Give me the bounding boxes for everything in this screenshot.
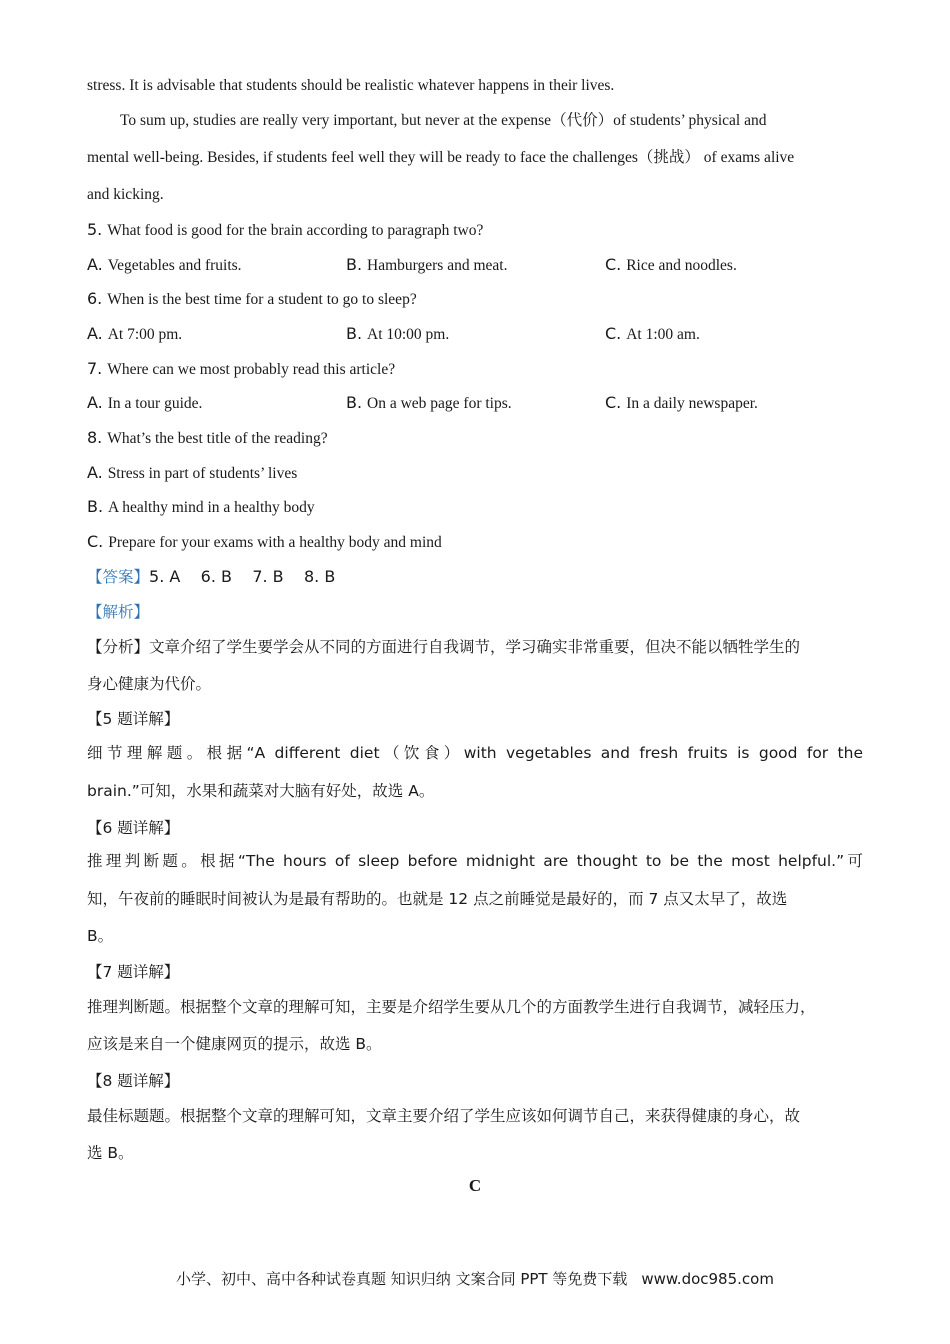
option-c [87, 531, 442, 554]
option-text: In a daily newspaper. [626, 395, 758, 412]
question-number: 5. [87, 220, 103, 239]
option-c [605, 254, 737, 277]
option-letter: C. [605, 324, 622, 343]
q6-explanation-cont: 知，午夜前的睡眠时间被认为是最有帮助的。也就是 12 点之前睡觉是最好的，而 7 点又太早了，故选 [87, 890, 788, 908]
passage-line: and kicking. [87, 186, 164, 203]
q8-explanation-cont: 选 B。 [87, 1144, 134, 1162]
answer-text: 5. A 6. B 7. B 8. B [149, 567, 336, 586]
option-text: Stress in part of students’ lives [107, 465, 298, 482]
option-letter: B. [87, 497, 104, 516]
q6-explanation-end: B。 [87, 927, 114, 945]
option-text: A healthy mind in a healthy body [108, 499, 315, 516]
option-b [346, 392, 512, 415]
page-footer [0, 1268, 950, 1289]
analysis-summary: 【分析】文章介绍了学生要学会从不同的方面进行自我调节，学习确实非常重要，但决不能以牺牲学生的 [87, 638, 801, 656]
q7-heading: 【7 题详解】 [87, 963, 180, 981]
option-letter: A. [87, 324, 103, 343]
q5-explanation: 细节理解题。根据“A different diet（饮食）with vegetables and fresh fruits is good for the [87, 744, 863, 762]
option-letter: C. [605, 255, 622, 274]
q5-explanation-cont: brain.”可知，水果和蔬菜对大脑有好处，故选 A。 [87, 782, 435, 800]
option-letter: A. [87, 463, 103, 482]
option-letter: B. [346, 255, 363, 274]
option-letter: B. [346, 393, 363, 412]
option-text: Vegetables and fruits. [107, 257, 242, 274]
question-stem: When is the best time for a student to go to sleep? [107, 291, 417, 308]
question-8 [87, 427, 328, 450]
option-letter: C. [87, 532, 104, 551]
answer-label: 【答案】 [87, 568, 150, 586]
option-a [87, 323, 182, 346]
q5-heading: 【5 题详解】 [87, 710, 180, 728]
question-stem: What’s the best title of the reading? [107, 430, 328, 447]
question-5 [87, 219, 483, 242]
q8-explanation: 最佳标题题。根据整个文章的理解可知，文章主要介绍了学生应该如何调节自己，来获得健康的身心，故 [87, 1107, 801, 1125]
option-letter: A. [87, 393, 103, 412]
option-text: At 7:00 pm. [107, 326, 183, 343]
option-a [87, 392, 202, 415]
option-text: At 10:00 pm. [367, 326, 450, 343]
question-stem: Where can we most probably read this article? [107, 361, 396, 378]
question-6 [87, 288, 417, 311]
analysis-label: 【解析】 [87, 603, 150, 621]
option-b [87, 496, 315, 519]
answer-line [87, 566, 335, 588]
analysis-summary-cont: 身心健康为代价。 [87, 675, 212, 693]
section-marker: C [468, 1176, 482, 1195]
option-c [605, 392, 758, 415]
option-letter: A. [87, 255, 103, 274]
option-c [605, 323, 700, 346]
option-text: On a web page for tips. [367, 395, 512, 412]
option-text: Rice and noodles. [626, 257, 737, 274]
question-number: 7. [87, 359, 103, 378]
option-a [87, 462, 297, 485]
question-7 [87, 358, 395, 381]
q6-explanation: 推理判断题。根据“The hours of sleep before midnight are thought to be the most helpful.”可 [87, 852, 863, 870]
question-number: 6. [87, 289, 103, 308]
option-a [87, 254, 242, 277]
question-stem: What food is good for the brain according to paragraph two? [107, 222, 484, 239]
q8-heading: 【8 题详解】 [87, 1072, 180, 1090]
option-text: In a tour guide. [107, 395, 203, 412]
option-b [346, 254, 507, 277]
footer-link[interactable]: www.doc985.com [641, 1270, 774, 1288]
q7-explanation: 推理判断题。根据整个文章的理解可知，主要是介绍学生要从几个的方面教学生进行自我调节，减轻压力， [87, 998, 816, 1016]
option-text: Hamburgers and meat. [367, 257, 508, 274]
option-letter: B. [346, 324, 363, 343]
question-number: 8. [87, 428, 103, 447]
passage-line: mental well-being. Besides, if students feel well they will be ready to face the challenges（挑战） of exams alive [87, 149, 795, 166]
q6-heading: 【6 题详解】 [87, 819, 180, 837]
option-letter: C. [605, 393, 622, 412]
option-text: Prepare for your exams with a healthy body and mind [108, 534, 442, 551]
passage-line: stress. It is advisable that students should be realistic whatever happens in their lives. [87, 77, 615, 94]
footer-text: 小学、初中、高中各种试卷真题 知识归纳 文案合同 PPT 等免费下载 [176, 1270, 628, 1288]
q7-explanation-cont: 应该是来自一个健康网页的提示，故选 B。 [87, 1035, 382, 1053]
option-b [346, 323, 449, 346]
option-text: At 1:00 am. [626, 326, 700, 343]
passage-paragraph-start: To sum up, studies are really very important, but never at the expense（代价）of students’ physical and [120, 112, 767, 129]
